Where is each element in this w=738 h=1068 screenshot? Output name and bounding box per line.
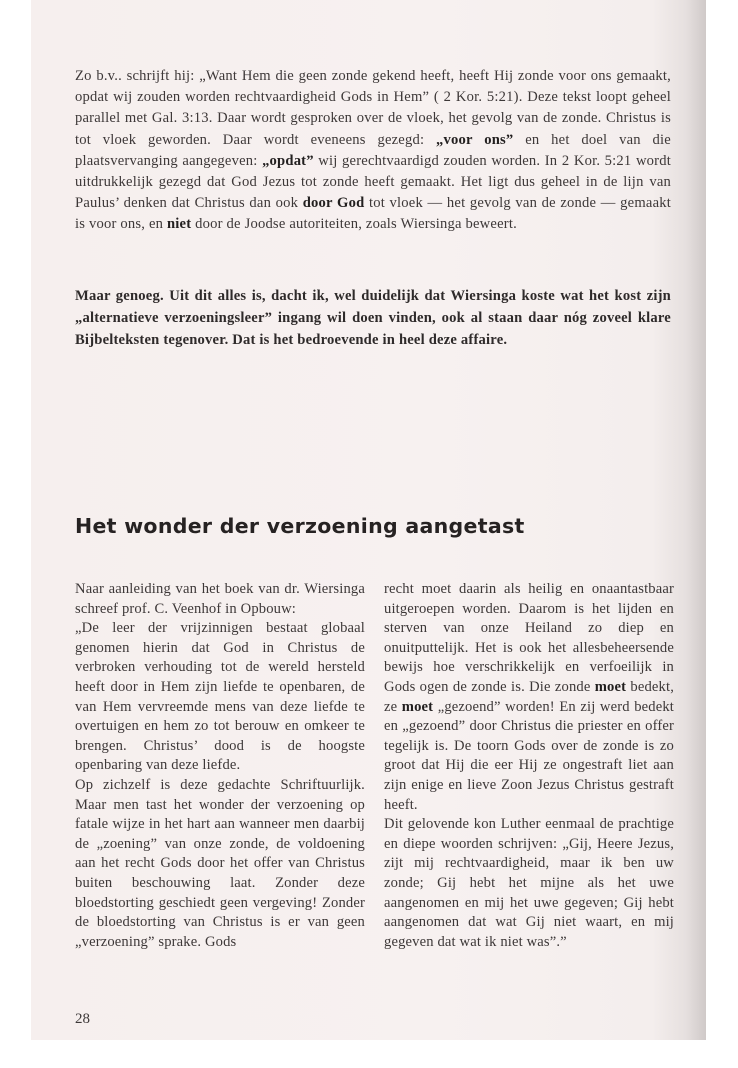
text-run: door de Joodse autoriteiten, zoals Wiersinga beweert. [191, 216, 517, 233]
left-intro: Naar aanleiding van het boek van dr. Wiersinga schreef prof. C. Veenhof in Opbouw: [75, 581, 365, 617]
bold-emphasis: niet [166, 216, 192, 233]
section-heading: Het wonder der verzoening aangetast [75, 514, 525, 538]
text-run: recht moet daarin als heilig en onaantastbaar uitgeroepen worden. Daarom is het lijden en sterven van onze Heiland zo diep en onuitputtelijk. Het is ook het allesbeheersende bewijs hoe verschrikkelijk en verfoeilijk in Gods ogen de zonde is. Die zonde [384, 581, 674, 695]
page-number: 28 [75, 1011, 90, 1027]
text-run: „gezoend” worden! En zij werd bedekt en „gezoend” door Christus die priester en offer tegelijk is. De toorn Gods over de zonde is zo groot dat Hij die eer Hij ze ongestraft liet aan zijn enige en lieve Zoon Jezus Christus gestraft heeft. [384, 698, 674, 813]
bold-emphasis: „voor ons” [436, 131, 514, 148]
right-luther-quote: Dit gelovende kon Luther eenmaal de prachtige en diepe woorden schrijven: „Gij, Heere Jezus, zijt mij rechtvaardigheid, maar ik ben uw zonde; Gij hebt het mijne als het uwe aangenomen en mij het uwe gegeven; Gij hebt aangenomen dat wat Gij niet waart, en mij gegeven dat wat ik niet was”.” [384, 816, 674, 950]
text-run: bedekt, ze [384, 678, 674, 715]
bold-emphasis: „opdat” [262, 152, 314, 169]
bold-emphasis: door God [302, 195, 365, 212]
paragraph-intro [75, 66, 671, 236]
text-run: en het doel van die plaatsvervanging aangegeven: [75, 131, 671, 169]
left-quote-2: Op zichzelf is deze gedachte Schriftuurlijk. Maar men tast het wonder der verzoening op fatale wijze in het hart aan wanneer men daarbij de „zoening” van onze zonde, de voldoening aan het recht Gods door het offer van Christus buiten beschouwing laat. Zonder deze bloedstorting geschiedt geen vergeving! Zonder de bloedstorting van Christus is er van geen „verzoening” sprake. Gods [75, 776, 365, 950]
text-run: Zo b.v.. schrijft hij: „Want Hem die geen zonde gekend heeft, heeft Hij zonde voor ons gemaakt, opdat wij zouden worden rechtvaardigheid Gods in Hem” ( 2 Kor. 5:21). Deze tekst loopt geheel parallel met Gal. 3:13. Daar wordt gesproken over de vloek, het gevolg van de zonde. Christus is tot vloek geworden. Daar wordt eveneens gezegd: [75, 68, 671, 148]
bold-emphasis: moet [594, 678, 627, 695]
left-column [75, 580, 365, 952]
right-column [384, 580, 674, 952]
left-quote-1: „De leer der vrijzinnigen bestaat globaal genomen hierin dat God in Christus de verbroken verhouding tot de wereld hersteld heeft door in Hem zijn liefde te openbaren, de van Hem vervreemde mens van deze liefde te overtuigen en hem zo tot berouw en omkeer te brengen. Christus’ dood is de hoogste openbaring van deze liefde. [75, 620, 365, 774]
text-run: wij gerechtvaardigd zouden worden. In 2 Kor. 5:21 wordt uitdrukkelijk gezegd dat God Jezus tot zonde heeft gemaakt. Het ligt dus geheel in de lijn van Paulus’ denken dat Christus dan ook [75, 152, 671, 212]
paragraph-conclusion-bold: Maar genoeg. Uit dit alles is, dacht ik, wel duidelijk dat Wiersinga koste wat het kost zijn „alternatieve verzoeningsleer” ingang wil doen vinden, ook al staan daar nóg zoveel klare Bijbelteksten tegenover. Dat is het bedroevende in heel deze affaire. [75, 288, 671, 348]
book-page [31, 0, 706, 1040]
text-run: tot vloek — het gevolg van de zonde — gemaakt is voor ons, en [75, 195, 671, 233]
right-paragraph-1 [384, 580, 674, 815]
bold-emphasis: moet [401, 698, 434, 715]
